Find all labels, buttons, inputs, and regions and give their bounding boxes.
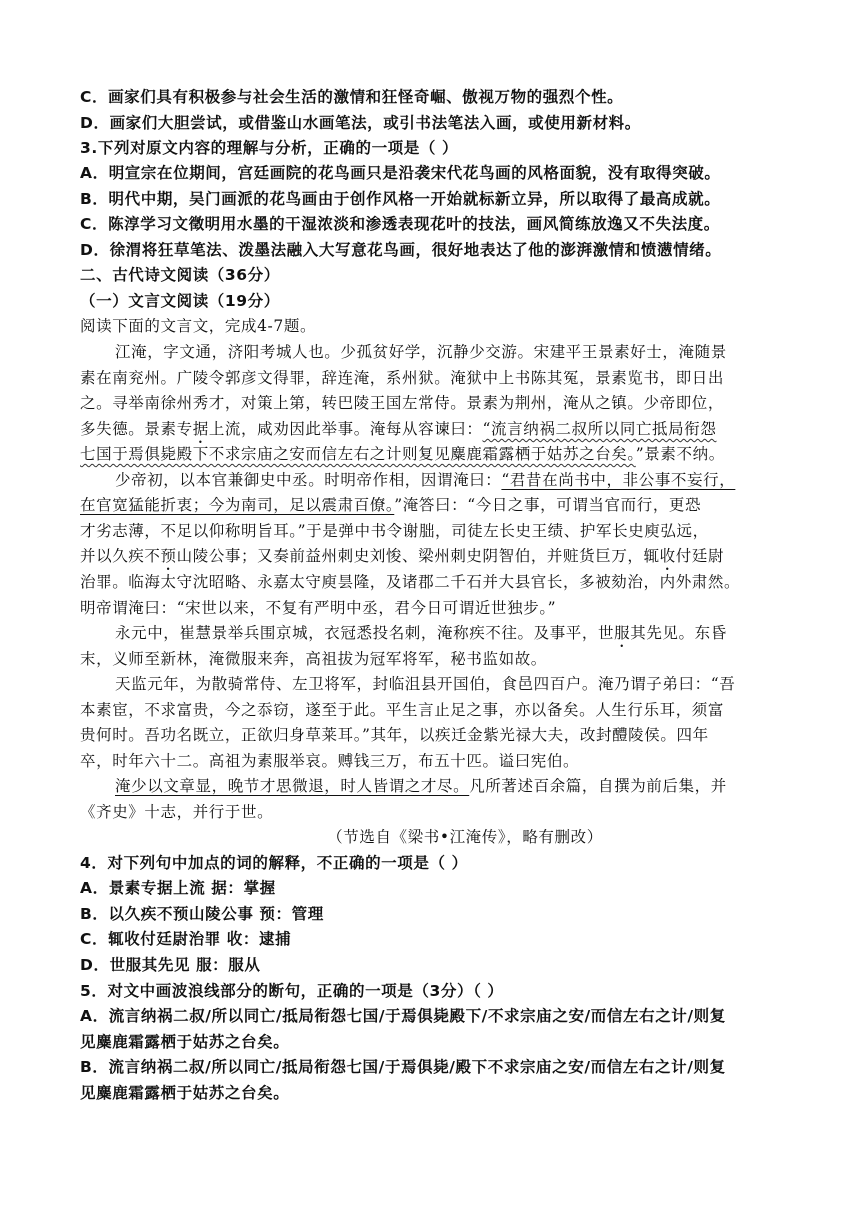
text-run: 上流，咸劝因此举事。淹每从容谏曰：	[208, 420, 483, 438]
text-run: 永元中，崔慧景举兵围京城，衣冠悉投名刺，淹称疾不往。及事平，世	[115, 624, 615, 642]
q5-option-b: B．流言纳祸二叔/所以同亡/抵局衔怨七国/于焉俱毙/殿下不求宗庙之安/而信左右之计/则复	[80, 1058, 726, 1076]
passage-line	[80, 443, 725, 465]
text-run: 其先见。东昏	[630, 624, 727, 642]
reading-instruction: 阅读下面的文言文，完成4-7题。	[80, 317, 317, 335]
q5-stem: 5．对文中画波浪线部分的断句，正确的一项是（3分）（ ）	[80, 982, 504, 1000]
dotted-word-shou: 收	[659, 547, 676, 565]
text-run: 山陵公事；又奏前益州刺史刘悛、梁州刺史阴智伯，并赃货巨万，辄	[176, 547, 660, 565]
passage-line: 明帝谓淹曰：“宋世以来，不复有严明中丞，君今日可谓近世独步。”	[80, 599, 557, 617]
q4-option-d: D．世服其先见 服：服从	[80, 956, 261, 974]
q3-option-c: C．陈淳学习文徵明用水墨的干湿浓淡和渗透表现花叶的技法，画风简练放逸又不失法度。	[80, 215, 720, 233]
q2-option-c: C．画家们具有积极参与社会生活的激情和狂怪奇崛、傲视万物的强烈个性。	[80, 88, 624, 106]
passage-line	[80, 545, 724, 567]
passage-line: 之。寻举南徐州秀才，对策上第，转巴陵王国左常侍。景素为荆州，淹从之镇。少帝即位，	[80, 394, 725, 412]
passage-line: 才劣志薄，不足以仰称明旨耳。”于是弹中书令谢朏，司徒左长史王绩、护军长史庾弘远，	[80, 522, 709, 540]
q2-option-d: D．画家们大胆尝试，或借鉴山水画笔法，或引书法笔法入画，或使用新材料。	[80, 114, 641, 132]
text-run: ”景素不纳。	[635, 445, 725, 463]
dotted-word-ju: 据	[192, 420, 209, 438]
q5-option-b-cont: 见麋鹿霜露栖于姑苏之台矣。	[80, 1084, 290, 1102]
q5-option-a: A．流言纳祸二叔/所以同亡/抵局衔怨七国/于焉俱毙殿下/不求宗庙之安/而信左右之计/则复	[80, 1007, 726, 1025]
wavy-underlined-text: “流言纳祸二叔所以同亡抵局衔怨	[482, 420, 717, 438]
wavy-underlined-text: 七国于焉俱毙殿下不求宗庙之安而信左右之计则复见麋鹿霜露栖于姑苏之台矣。	[80, 445, 636, 463]
q3-option-a: A．明宣宗在位期间，宫廷画院的花鸟画只是沿袭宋代花鸟画的风格面貌，没有取得突破。	[80, 164, 721, 182]
text-run: 凡所著述百余篇，自撰为前后集，并	[469, 777, 727, 795]
passage-line: 卒，时年六十二。高祖为素服举哀。赙钱三万，布五十匹。谥曰宪伯。	[80, 752, 580, 770]
q4-option-b: B．以久疾不预山陵公事 预：管理	[80, 905, 324, 923]
underlined-text: 淹少以文章显，晚节才思微退，时人皆谓之才尽。	[115, 777, 470, 795]
passage-line	[115, 775, 727, 797]
section-title: 二、古代诗文阅读（36分）	[80, 266, 280, 284]
passage-line	[80, 494, 701, 516]
text-run: 多失德。景素专	[80, 420, 193, 438]
passage-line: 天监元年，为散骑常侍、左卫将军，封临沮县开国伯，食邑四百户。淹乃谓子弟曰：“吾	[115, 675, 736, 693]
q4-option-c: C．辄收付廷尉治罪 收：逮捕	[80, 930, 292, 948]
q4-stem: 4．对下列句中加点的词的解释，不正确的一项是（ ）	[80, 854, 468, 872]
passage-line: 末，义师至新林，淹微服来奔，高祖拔为冠军将军，秘书监如故。	[80, 650, 547, 668]
passage-line: 江淹，字文通，济阳考城人也。少孤贫好学，沉静少交游。宋建平王景素好士，淹随景	[115, 343, 727, 361]
dotted-word-fu: 服	[614, 624, 631, 642]
passage-line: 治罪。临海太守沈昭略、永嘉太守庾昙隆，及诸郡二千石并大县官长，多被劾治，内外肃然。	[80, 573, 741, 591]
q3-option-b: B．明代中期，吴门画派的花鸟画由于创作风格一开始就标新立异，所以取得了最高成就。	[80, 190, 721, 208]
passage-line: 本素宦，不求富贵，今之忝窃，遂至于此。平生言止足之事，亦以备矣。人生行乐耳，须富	[80, 701, 725, 719]
underlined-text: “君昔在尚书中，非公事不妄行，	[501, 471, 736, 489]
dotted-word-yu: 预	[160, 547, 177, 565]
text-run: ”淹答曰：“今日之事，可谓当官而行，更恐	[394, 496, 702, 514]
q5-option-a-cont: 见麋鹿霜露栖于姑苏之台矣。	[80, 1033, 290, 1051]
q4-option-a: A．景素专据上流 据：掌握	[80, 879, 276, 897]
subsection-title: （一）文言文阅读（19分）	[80, 292, 280, 310]
passage-line	[115, 622, 727, 644]
text-run: 少帝初，以本官兼御史中丞。时明帝作相，因谓淹曰：	[115, 471, 502, 489]
passage-line	[115, 469, 735, 491]
text-run: 并以久疾不	[80, 547, 161, 565]
passage-line	[80, 418, 716, 440]
underlined-text: 在官宽猛能折衷；今为南司，足以震肃百僚。	[80, 496, 395, 514]
passage-line: 《齐史》十志，并行于世。	[80, 803, 274, 821]
passage-line: 素在南兖州。广陵令郭彦文得罪，辞连淹，系州狱。淹狱中上书陈其冤，景素览书，即日出	[80, 369, 725, 387]
q3-option-d: D．徐渭将狂草笔法、泼墨法融入大写意花鸟画，很好地表达了他的澎湃激情和愤懑情绪。	[80, 241, 722, 259]
text-run: 付廷尉	[675, 547, 725, 565]
source-note: （节选自《梁书•江淹传》，略有删改）	[327, 828, 603, 846]
passage-line: 贵何时。吾功名既立，正欲归身草莱耳。”其年，以疾迁金紫光禄大夫，改封醴陵侯。四年	[80, 726, 709, 744]
q3-stem: 3.下列对原文内容的理解与分析，正确的一项是（ ）	[80, 139, 459, 157]
